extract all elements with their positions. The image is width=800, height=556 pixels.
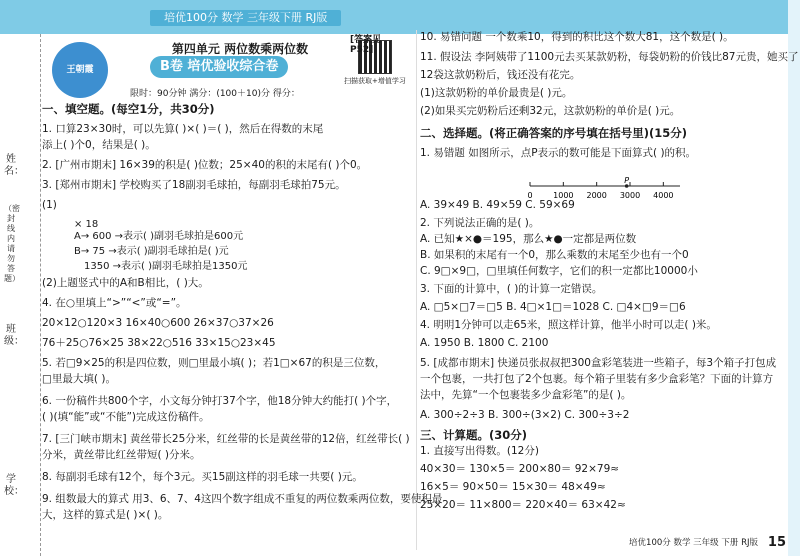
right-line: 1. 易错题 如图所示，点P表示的数可能是下面算式( )的积。: [420, 147, 697, 159]
left-line: □里最大填( )。: [42, 373, 116, 385]
left-line: 6. 一份稿件共800个字，小文每分钟打37个字，他18分钟大约能打( )个字，: [42, 395, 398, 407]
column-divider: [416, 30, 417, 550]
number-line-tick-label: 3000: [619, 191, 641, 200]
right-line: 3. 下面的计算中，( )的计算一定错误。: [420, 283, 603, 295]
left-line: 一、填空题。(每空1分，共30分): [42, 102, 215, 116]
left-line: (1): [42, 199, 57, 211]
number-line-tick-label: 2000: [586, 191, 607, 200]
page-number: 15: [767, 535, 786, 550]
point-p-label: P: [624, 176, 630, 185]
left-line: 8. 每副羽毛球有12个，每个3元。买15副这样的羽毛球一共要( )元。: [42, 471, 363, 483]
left-line: 20×12○120×3 16×40○600 26×37○37×26: [42, 317, 274, 329]
answer-ref: [答案见P52]: [350, 35, 382, 55]
vertical-row-2: A→ 600 →表示( )副羽毛球拍是600元: [74, 231, 244, 242]
right-line: 三、计算题。(30分): [420, 428, 528, 442]
qr-caption: 扫描获取+增值学习: [344, 77, 406, 85]
number-line: [520, 176, 690, 202]
right-line: (2)如果买完奶粉后还剩32元，这款奶粉的单价是( )元。: [420, 105, 681, 117]
left-line: 9. 组数最大的算式 用3、6、7、4这四个数字组成不重复的两位数乘两位数，要使积最: [42, 493, 443, 505]
right-line: C. 9□×9□，□里填任何数字，它们的积一定都比10000小: [420, 265, 698, 277]
right-line: 二、选择题。(将正确答案的序号填在括号里)(15分): [420, 126, 688, 140]
left-line: (2)上题竖式中的A和B相比，( )大。: [42, 277, 209, 289]
left-line: 3. [郑州市期末] 学校购买了18副羽毛球拍，每副羽毛球拍75元。: [42, 179, 346, 191]
seal-note: （密封线内请勿答题）: [4, 204, 20, 283]
exam-title: B卷 培优验收综合卷: [150, 56, 288, 78]
right-line: 11. 假设法 李阿姨带了1100元去买某款奶粉，每袋奶粉的价钱比87元贵，她买了: [420, 51, 799, 63]
vertical-row-3: B→ 75 →表示( )副羽毛球拍是( )元: [74, 246, 229, 257]
right-line: 2. 下列说法正确的是( )。: [420, 217, 540, 229]
right-line: 16×5＝ 90×50＝ 15×30＝ 48×49≈: [420, 481, 606, 493]
right-line: A. 已知★×●＝195，那么★●一定都是两位数: [420, 233, 637, 245]
right-line: 5. [成都市期末] 快递员张叔叔把300盒彩笔装进一些箱子，每3个箱子打包成: [420, 357, 777, 369]
footer-text: 培优100分 数学 三年级 下册 RJ版: [629, 538, 758, 548]
right-line: 12袋这款奶粉后，钱还没有花完。: [420, 69, 581, 81]
exam-header: [40, 34, 406, 102]
right-line: 40×30＝ 130×5＝ 200×80＝ 92×79≈: [420, 463, 620, 475]
right-line: A. 300÷2÷3 B. 300÷(3×2) C. 300÷3÷2: [420, 409, 630, 421]
class-label: 班级：: [4, 324, 24, 347]
unit-title: 第四单元 两位数乘两位数: [171, 42, 309, 56]
binding-sidebar: [0, 34, 41, 556]
left-line: 添上( )个0，结果是( )。: [42, 139, 156, 151]
name-label: 姓名：: [4, 154, 24, 177]
vertical-row-1: × 18: [74, 219, 99, 230]
exam-meta: 限时：90分钟 满分：(100＋10)分 得分：: [130, 89, 300, 99]
left-line: 76＋25○76×25 38×22○516 33×15○23×45: [42, 337, 276, 349]
school-label: 学校：: [4, 474, 24, 497]
left-line: 2. [广州市期末] 16×39的积是( )位数；25×40的积的末尾有( )个0。: [42, 159, 368, 171]
right-line: (1)这款奶粉的单价最贵是( )元。: [420, 87, 573, 99]
right-line: A. 39×49 B. 49×59 C. 59×69: [420, 199, 575, 211]
right-line: 25×20＝ 11×800＝ 220×40＝ 63×42≈: [420, 499, 626, 511]
right-line: 4. 明明1分钟可以走65米，照这样计算，他半小时可以走( )米。: [420, 319, 717, 331]
right-line: 一个包裹，一共打包了2个包裹。每个箱子里装有多少盒彩笔？下面的计算方: [420, 373, 774, 385]
right-line: 10. 易错问题 一个数乘10，得到的积比这个数大81，这个数是( )。: [420, 31, 734, 43]
right-line: A. □5×□7＝□5 B. 4□×1□＝1028 C. □4×□9＝□6: [420, 301, 686, 313]
number-line-tick-label: 0: [527, 191, 533, 200]
right-line: 1. 直接写出得数。(12分): [420, 445, 539, 457]
right-line: B. 如果积的末尾有一个0，那么乘数的末尾至少也有一个0: [420, 249, 689, 261]
left-line: ( )(填“能”或“不能”)完成这份稿件。: [42, 411, 210, 423]
right-line: 法中，先算“一个包裹装多少盒彩笔”的是( )。: [420, 389, 632, 401]
left-line: 大，这样的算式是( )×( )。: [42, 509, 169, 521]
number-line-tick-label: 1000: [553, 191, 574, 200]
top-banner: [0, 0, 800, 34]
left-line: 7. [三门峡市期末] 黄丝带长25分米，红丝带的长是黄丝带的12倍，红丝带长( ): [42, 433, 410, 445]
left-line: 5. 若□9×25的积是四位数，则□里最小填( )；若1□×67的积是三位数，: [42, 357, 386, 369]
series-tab: 培优100分 数学 三年级下册 RJ版: [150, 10, 341, 26]
left-line: 1. 口算23×30时，可以先算( )×( )＝( )，然后在得数的末尾: [42, 123, 324, 135]
brand-badge: 王朝霞: [52, 42, 108, 98]
number-line-tick-label: 4000: [653, 191, 674, 200]
left-line: 分米，黄丝带比红丝带短( )分米。: [42, 449, 201, 461]
right-line: A. 1950 B. 1800 C. 2100: [420, 337, 549, 349]
left-line: 4. 在○里填上“>”“<”或“=”。: [42, 297, 187, 309]
right-margin-strip: [788, 0, 800, 556]
vertical-row-4: 1350 →表示( )副羽毛球拍是1350元: [84, 261, 248, 272]
